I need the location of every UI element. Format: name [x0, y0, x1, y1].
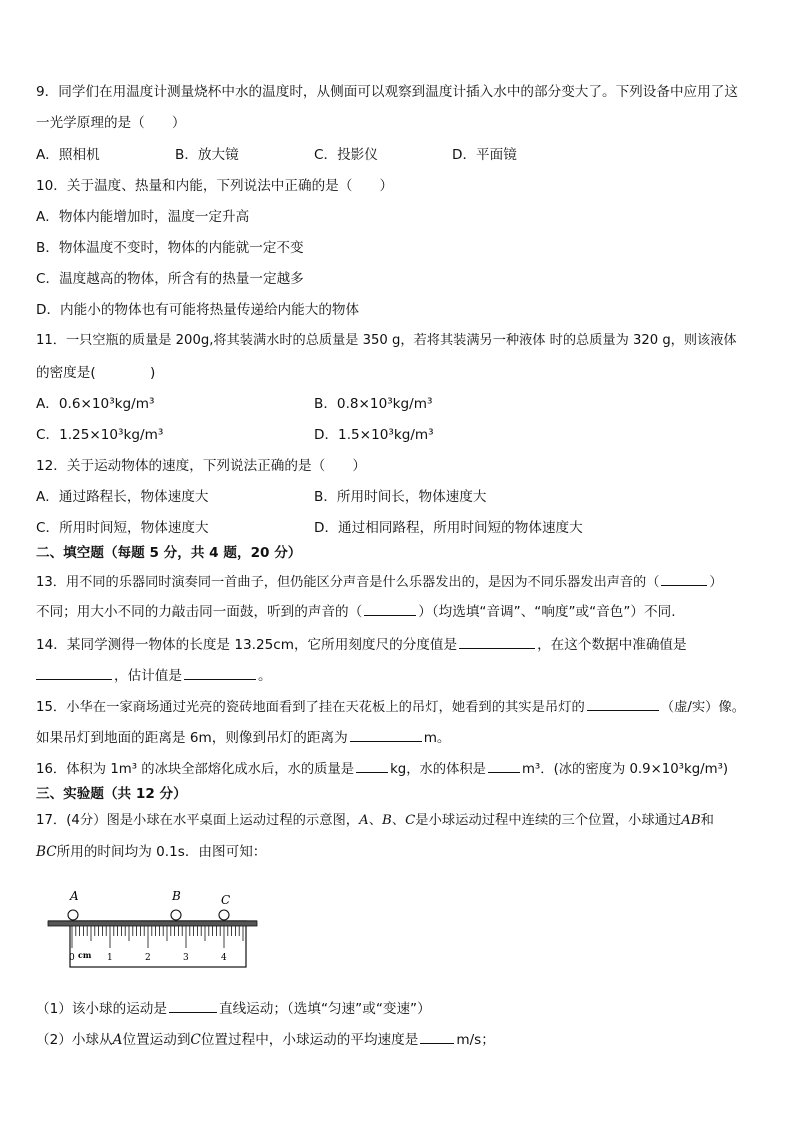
q14-line2-text: ，估计值是 [114, 668, 182, 684]
q11-option-a: A．0.6×10³kg/m³ [36, 396, 155, 412]
tick-label-1: 1 [107, 953, 113, 963]
q17-text-a: 17．(4分）图是小球在水平桌面上运动过程的示意图， [36, 813, 360, 828]
q17-part2-label-a: A [112, 1032, 123, 1048]
ball-label-c: C [221, 893, 231, 907]
q15-line2-text: 如果吊灯到地面的距离是 6m，则像到吊灯的距离为 [36, 730, 348, 746]
q14-line1 [36, 634, 687, 655]
ruler-top-edge [48, 921, 257, 926]
q17-part2-text-b: 位置运动到 [122, 1032, 191, 1048]
q13-line1-text: 13．用不同的乐器同时演奏同一首曲子，但仍能区分声音是什么乐器发出的，是因为不同乐器发出声音的（ [36, 575, 660, 590]
q14-line2-end: 。 [257, 668, 272, 684]
q12-stem: 12．关于运动物体的速度，下列说法正确的是（ ） [36, 458, 366, 474]
q17-label-bc: BC [36, 844, 57, 860]
q17-line1 [36, 811, 714, 831]
q11-option-b: B．0.8×10³kg/m³ [314, 396, 433, 412]
q15-line2-end: m。 [423, 730, 451, 746]
q12-option-a: A．通过路程长，物体速度大 [36, 489, 209, 505]
ball-c [219, 910, 229, 920]
q17-text-c: 和 [700, 813, 714, 828]
q17-part1 [36, 998, 431, 1019]
q16-text-a: 16．体积为 1m³ 的冰块全部熔化成水后，水的质量是 [36, 762, 355, 777]
q17-part2-text-c: 位置过程中，小球运动的平均速度是 [200, 1032, 419, 1048]
q14-blank-2[interactable] [36, 665, 112, 680]
q9-option-d: D．平面镜 [452, 147, 517, 163]
ball-b [171, 910, 181, 920]
q15-blank-1[interactable] [587, 696, 659, 711]
q10-option-a: A．物体内能增加时，温度一定升高 [36, 209, 250, 225]
ruler-unit: cm [78, 950, 92, 960]
q10-option-b: B．物体温度不变时，物体的内能就一定不变 [36, 240, 304, 256]
q13-line1-close: ） [709, 575, 723, 590]
q16-text-b: kg，水的体积是 [390, 762, 486, 777]
tick-label-0: 0 [69, 953, 75, 963]
ruler-body [70, 921, 246, 967]
q9-option-a: A．照相机 [36, 147, 100, 163]
q17-line2 [36, 842, 266, 862]
q10-stem: 10．关于温度、热量和内能，下列说法中正确的是（ ） [36, 178, 394, 194]
q15-blank-2[interactable] [350, 727, 422, 742]
q16-text-c: m³．(冰的密度为 0.9×10³kg/m³) [521, 762, 729, 777]
q13-line2 [36, 601, 676, 622]
q13-line2-rest: ）（均选填“音调”、“响度”或“音色”）不同. [418, 604, 676, 620]
q17-label-a: A [359, 813, 369, 828]
q17-ruler-figure [40, 884, 270, 972]
q13-line2-text: 不同；用大小不同的力敲击同一面鼓，听到的声音的（ [36, 604, 363, 620]
q15-line1 [36, 696, 745, 718]
q14-line2 [36, 665, 272, 686]
q10-option-d: D．内能小的物体也有可能将热量传递给内能大的物体 [36, 302, 360, 318]
q11-stem-line2: 的密度是( ) [36, 365, 156, 381]
q16-line [36, 758, 728, 780]
section2-title: 二、填空题（每题 5 分，共 4 题，20 分） [36, 545, 302, 561]
q17-part2 [36, 1029, 495, 1050]
q9-stem-line2: 一光学原理的是（ ） [36, 115, 186, 131]
q14-blank-3[interactable] [184, 665, 256, 680]
q11-stem-line1: 11．一只空瓶的质量是 200g,将其装满水时的总质量是 350 g，若将其装满另一种液体 时的总质量为 320 g，则该液体 [36, 333, 737, 348]
q17-label-b: B [382, 813, 392, 828]
q13-blank-1[interactable] [661, 571, 707, 586]
q17-part1-text: （1）该小球的运动是 [36, 1001, 167, 1017]
q9-stem-line1: 9．同学们在用温度计测量烧杯中水的温度时，从侧面可以观察到温度计插入水中的部分变大了。下列设备中应用了这 [36, 84, 738, 100]
q17-part2-unit: m/s； [456, 1032, 495, 1048]
q12-option-d: D．通过相同路程，所用时间短的物体速度大 [314, 520, 583, 536]
tick-label-4: 4 [221, 953, 227, 963]
q11-option-d: D．1.5×10³kg/m³ [314, 427, 434, 443]
q16-blank-2[interactable] [488, 758, 520, 773]
q14-blank-1[interactable] [459, 634, 535, 649]
q15-line1-rest: （虚/实）像。 [660, 700, 746, 715]
q17-part2-text-a: （2）小球从 [36, 1032, 113, 1048]
q17-sep-2: 、 [391, 813, 406, 828]
q16-blank-1[interactable] [356, 758, 388, 773]
q14-line1-text: 14．某同学测得一物体的长度是 13.25cm，它所用刻度尺的分度值是 [36, 637, 458, 653]
q17-text-d: 所用的时间均为 0.1s．由图可知： [56, 844, 267, 860]
q14-line1-rest: ，在这个数据中准确值是 [537, 637, 687, 653]
q17-blank-1[interactable] [169, 998, 217, 1013]
q17-text-b: 是小球运动过程中连续的三个位置，小球通过 [415, 813, 682, 828]
q13-line1 [36, 571, 723, 593]
tick-label-2: 2 [145, 953, 151, 963]
q17-sep-1: 、 [368, 813, 383, 828]
q11-option-c: C．1.25×10³kg/m³ [36, 427, 164, 443]
q9-option-b: B．放大镜 [175, 147, 239, 163]
q13-blank-2[interactable] [364, 601, 416, 616]
q17-part2-label-c: C [190, 1032, 201, 1048]
q17-blank-2[interactable] [420, 1029, 454, 1044]
q10-option-c: C．温度越高的物体，所含有的热量一定越多 [36, 271, 304, 287]
ball-label-a: A [70, 889, 79, 903]
q17-label-ab: AB [681, 813, 701, 828]
tick-label-3: 3 [183, 953, 189, 963]
q9-option-c: C．投影仪 [314, 147, 378, 163]
q17-label-c: C [405, 813, 416, 828]
q15-line2 [36, 727, 451, 748]
ball-label-b: B [172, 889, 181, 903]
q12-option-b: B．所用时间长，物体速度大 [314, 489, 487, 505]
section3-title: 三、实验题（共 12 分） [36, 786, 187, 802]
q17-part1-rest: 直线运动；（选填“匀速”或“变速”） [219, 1001, 431, 1017]
q12-option-c: C．所用时间短，物体速度大 [36, 520, 209, 536]
ball-a [68, 910, 78, 920]
q15-line1-text: 15．小华在一家商场通过光亮的瓷砖地面看到了挂在天花板上的吊灯，她看到的其实是吊灯的 [36, 700, 585, 715]
